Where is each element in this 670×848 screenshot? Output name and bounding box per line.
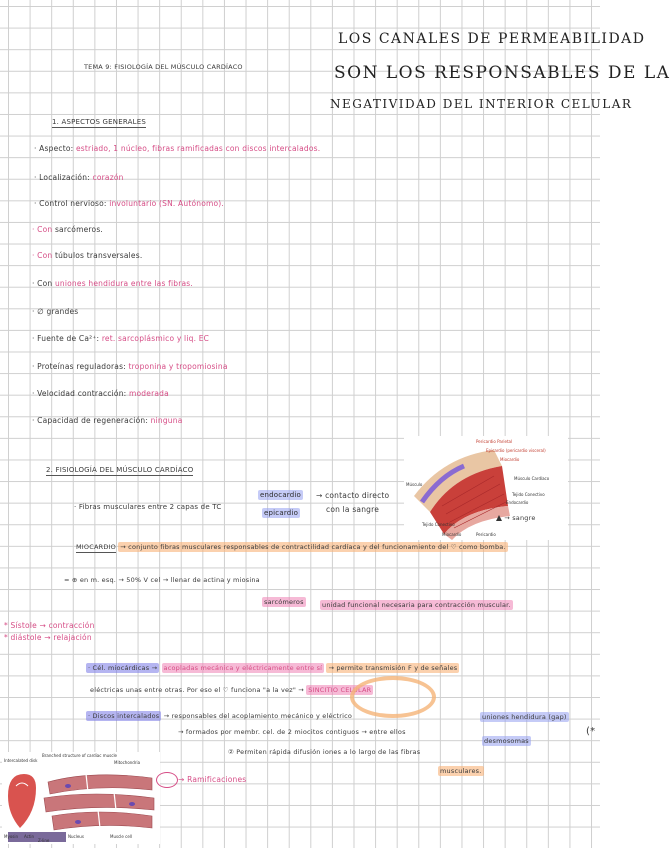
epicardio-label [262,510,300,517]
fiber-label: Mitochondria [114,760,141,765]
heart-label: Tejido Conectivo [512,492,545,497]
cel-permite: → permite transmisión F y de señales [328,664,458,672]
heart-label: Músculo Cardíaco [514,476,550,481]
sincitio-circle [350,676,436,718]
item-label: · Con [32,251,53,260]
discos-label: · Discos intercalados [88,712,160,720]
item-value: corazón [92,173,124,182]
heart-label: Miocardio [500,457,520,462]
diastole-note: * diástole → relajación [4,633,92,642]
discos-text: → responsables del acoplamiento mecánico y eléctrico [163,712,353,720]
item-value: moderada [129,389,169,398]
uniones-hend [480,714,569,721]
item-velocidad [32,390,169,398]
endocardio-label [258,492,303,499]
item-label: · Aspecto: [34,144,74,153]
sarcomeros-def-text: unidad funcional necesaria para contracción muscular. [322,601,511,609]
heart-label: Endocardio [506,500,529,505]
desmosomas [482,738,531,745]
sistole-note: * Sístole → contracción [4,621,95,630]
miocardio-label: MIOCARDIO [76,543,116,551]
section2-heading: 2. FISIOLOGÍA DEL MÚSCULO CARDÍACO [46,466,194,474]
item-localizacion [34,174,124,182]
page-title: TEMA 9: FISIOLOGÍA DEL MÚSCULO CARDÍACO [84,63,243,71]
blood-drop-icon [496,515,502,521]
section1-heading: 1. ASPECTOS GENERALES [52,118,146,126]
item-control [34,200,224,208]
item-grandes [32,308,78,316]
item-label: · Proteínas reguladoras: [32,362,126,371]
item-value: estriado, 1 núcleo, fibras ramificadas con discos intercalados. [75,144,321,153]
musculares-line [438,768,484,775]
big-note-line-1: LOS CANALES DE PERMEABILIDAD [338,31,646,47]
item-label: · Con [32,279,53,288]
fibras-line: · Fibras musculares entre 2 capas de TC [74,503,222,511]
heart-label: Pericardio [476,532,496,537]
sarcomeros-label [262,599,306,606]
eq-line: = ⊕ en m. esq. → 50% V cel → llenar de actina y miosina [64,576,260,584]
sarcomeros-text: sarcómeros [264,598,304,606]
item-label: · Con [32,225,53,234]
item-label: · Capacidad de regeneración: [32,416,149,425]
item-value: túbulos transversales. [54,251,143,260]
endocardio-text: endocardio [260,491,302,499]
fiber-label: Z-line [38,838,50,843]
sangre-arrow-text: → sangre [504,514,536,522]
heart-label: Miocardio [442,532,462,537]
item-tubulos [32,252,142,260]
fiber-label: Intercalated disk [4,758,38,763]
sangre-text: con la sangre [326,505,380,514]
uniones-hend-text: uniones hendidura (gap) [482,713,567,721]
item-regeneracion [32,417,183,425]
cel-electricas: eléctricas unas entre otras. Por eso el ♡ funciona "a la vez" → [90,686,304,694]
item-label: · ∅ [32,307,44,316]
desmosomas-text: desmosomas [484,737,529,745]
item-value: grandes [46,307,79,316]
item-value: ret. sarcoplásmico y liq. EC [101,334,210,343]
item-value: troponina y tropomiosina [128,362,228,371]
sincitio-text: SINCITIO CELULAR [308,686,372,694]
cel-acopladas: acopladas mecánica y eléctricamente entre sí [163,664,323,672]
item-label: · Control nervioso: [34,199,107,208]
contacto-text: → contacto directo [316,491,390,500]
item-sarcomeros [32,226,103,234]
heart-label: Pericardio Parietal [476,439,513,444]
big-note-line-2: SON LOS RESPONSABLES DE LA [334,63,670,83]
cardiac-fiber-figure [2,752,160,844]
item-value: involuntario (SN. Autónomo). [109,199,225,208]
sangre-arrow-note [496,515,536,522]
item-proteinas [32,363,228,371]
item-value: sarcómeros. [54,225,104,234]
ramificaciones-note: → Ramificaciones [178,775,247,784]
fiber-label: Actin [24,834,35,839]
cel-label: · Cél. miocárdicas → [88,664,158,672]
cardiac-fiber-illustration [2,752,160,844]
miocardio-text: → conjunto fibras musculares responsables de contractilidad cardíaca y del funcionamiento del ♡ como bomba. [120,543,506,551]
formados-line: → formados por membr. cel. de 2 miocitos contiguos → entre ellos [178,728,406,736]
permiten-line: ② Permiten rápida difusión iones a lo largo de las fibras [228,748,421,756]
sarcomeros-def [320,602,513,609]
heart-label: Epicardio (pericardio visceral) [486,448,546,453]
fiber-label: Muscle cell [110,834,132,839]
item-label: · Velocidad contracción: [32,389,127,398]
fiber-label: Nucleus [68,834,84,839]
musculares-text: musculares. [440,767,482,775]
item-label: · Fuente de Ca²⁺: [32,334,100,343]
item-value: uniones hendidura entre las fibras. [54,279,193,288]
heart-label: Músculo [406,482,423,487]
miocardio-line [76,544,508,551]
big-note-line-3: NEGATIVIDAD DEL INTERIOR CELULAR [330,97,633,111]
cel-line [86,665,459,672]
item-label: · Localización: [34,173,90,182]
ramificaciones-circle [156,772,178,788]
cel-line-2 [90,687,373,694]
heart-wall-figure [404,436,568,540]
item-uniones [32,280,193,288]
item-aspecto [34,145,320,153]
item-value: ninguna [150,416,183,425]
asterisk-mark: (* [586,726,596,737]
epicardio-text: epicardio [264,509,299,517]
heart-label: Tejido Conectivo [422,522,455,527]
fiber-label: Myosin [4,834,18,839]
fiber-figure-title: Branched structure of cardiac muscle [42,753,118,758]
discos-line [86,713,352,720]
item-calcio [32,335,209,343]
